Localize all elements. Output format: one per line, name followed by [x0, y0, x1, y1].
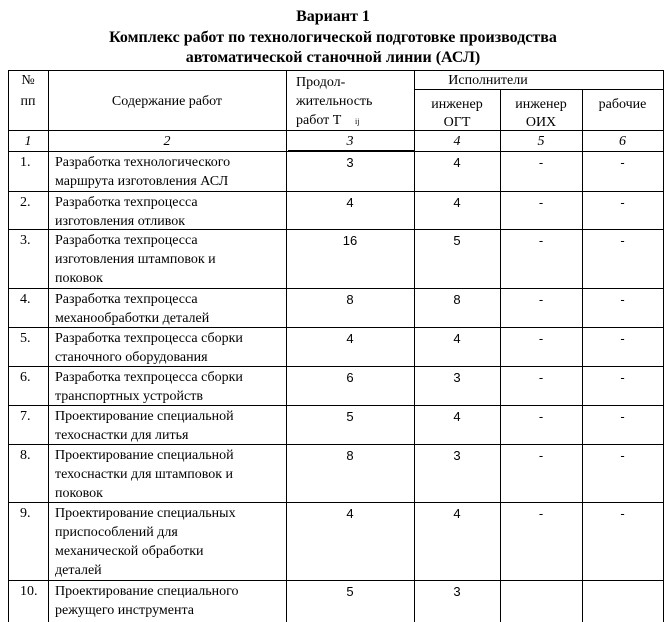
header-exec-ogt-1: инженер — [431, 97, 483, 112]
header-no-pp: пп — [20, 94, 36, 109]
header-no: № — [21, 73, 35, 88]
row-content-line: механической обработки — [55, 544, 204, 559]
row-exec-oih: - — [538, 409, 544, 424]
row-content-line: деталей — [55, 563, 102, 578]
row-rule — [8, 327, 664, 328]
row-number: 6. — [20, 370, 31, 385]
col-border — [48, 70, 49, 622]
row-duration: 8 — [346, 292, 354, 307]
row-content-line: изготовления отливок — [55, 214, 186, 229]
row-content-line: поковок — [55, 271, 103, 286]
col-border — [500, 89, 501, 622]
header-duration-2: жительность — [296, 94, 373, 109]
row-duration: 8 — [346, 448, 354, 463]
row-content-line: Разработка техпроцесса сборки — [55, 331, 243, 346]
header-exec-oih-2: ОИХ — [525, 115, 557, 130]
row-rule — [8, 191, 664, 192]
row-content-line: Разработка технологического — [55, 155, 231, 170]
title-line-1: Комплекс работ по технологической подготовке производства — [109, 29, 557, 46]
row-exec-workers: - — [620, 370, 625, 385]
row-content-line: поковок — [55, 486, 103, 501]
row-content-line: Проектирование специального — [55, 584, 239, 599]
row-exec-ogt: 3 — [453, 584, 461, 599]
row-content-line: маршрута изготовления АСЛ — [55, 174, 229, 189]
column-number: 6 — [619, 134, 626, 149]
row-exec-oih: - — [538, 331, 544, 346]
row-exec-oih: - — [538, 195, 544, 210]
row-exec-ogt: 4 — [453, 155, 461, 170]
row-exec-oih: - — [538, 233, 544, 248]
row-content-line: техоснастки для литья — [55, 428, 189, 443]
row-content-line: Разработка техпроцесса — [55, 195, 198, 210]
row-rule — [8, 366, 664, 367]
row-exec-ogt: 4 — [453, 409, 461, 424]
row-number: 1. — [20, 155, 31, 170]
row-content-line: приспособлений для — [55, 525, 178, 540]
column-number: 3 — [346, 134, 354, 149]
row-number: 2. — [20, 195, 31, 210]
row-duration: 3 — [346, 155, 354, 170]
row-exec-oih: - — [538, 292, 544, 307]
table-top-rule — [8, 70, 664, 71]
row-rule — [8, 229, 664, 230]
row-number: 10. — [20, 584, 38, 599]
table-right-border — [663, 70, 664, 622]
row-exec-workers: - — [620, 506, 625, 521]
row-duration: 4 — [346, 195, 354, 210]
row-content-line: Проектирование специальных — [55, 506, 236, 521]
header-executors: Исполнители — [448, 73, 528, 88]
header-duration-1: Продол- — [296, 75, 346, 90]
column-number: 2 — [163, 134, 171, 149]
row-duration: 4 — [346, 331, 354, 346]
row-exec-workers: - — [620, 409, 625, 424]
col-border — [286, 70, 287, 622]
row-exec-ogt: 4 — [453, 331, 461, 346]
row-exec-oih: - — [538, 506, 544, 521]
column-number: 1 — [24, 134, 32, 149]
row-content-line: Разработка техпроцесса — [55, 292, 198, 307]
row-content-line: механообработки деталей — [55, 311, 210, 326]
column-number: 4 — [453, 134, 461, 149]
row-number: 7. — [20, 409, 31, 424]
duration-thick-rule — [288, 150, 414, 152]
table-left-border — [8, 70, 9, 622]
row-exec-oih: - — [538, 448, 544, 463]
row-exec-workers: - — [620, 448, 625, 463]
row-number: 9. — [20, 506, 31, 521]
row-number: 4. — [20, 292, 31, 307]
row-exec-workers: - — [620, 155, 625, 170]
row-exec-ogt: 4 — [453, 506, 461, 521]
row-duration: 16 — [342, 233, 358, 248]
row-content-line: техоснастки для штамповок и — [55, 467, 234, 482]
header-exec-workers: рабочие — [598, 97, 647, 112]
header-duration-sub: ij — [355, 117, 360, 126]
column-number: 5 — [537, 134, 545, 149]
row-content-line: Проектирование специальной — [55, 448, 234, 463]
row-rule — [8, 444, 664, 445]
row-duration: 6 — [346, 370, 354, 385]
row-exec-workers: - — [620, 292, 625, 307]
header-exec-oih-1: инженер — [515, 97, 567, 112]
row-exec-ogt: 8 — [453, 292, 461, 307]
row-exec-workers: - — [620, 195, 625, 210]
row-rule — [8, 288, 664, 289]
row-duration: 5 — [346, 584, 354, 599]
row-duration: 4 — [346, 506, 354, 521]
row-rule — [8, 405, 664, 406]
header-bottom-rule — [8, 130, 664, 131]
row-exec-ogt: 4 — [453, 195, 461, 210]
title-line-2: автоматической станочной линии (АСЛ) — [185, 49, 481, 66]
row-exec-workers: - — [620, 331, 625, 346]
row-rule — [8, 502, 664, 503]
variant-heading: Вариант 1 — [296, 8, 370, 25]
header-content: Содержание работ — [111, 94, 223, 109]
row-number: 5. — [20, 331, 31, 346]
row-number: 8. — [20, 448, 31, 463]
row-content-line: станочного оборудования — [55, 350, 208, 365]
row-exec-workers: - — [620, 233, 625, 248]
row-exec-ogt: 3 — [453, 370, 461, 385]
row-rule — [8, 580, 664, 581]
executors-rule — [414, 89, 664, 90]
row-exec-ogt: 5 — [453, 233, 461, 248]
header-duration-3: работ Т — [296, 113, 342, 128]
row-content-line: транспортных устройств — [55, 389, 203, 404]
row-content-line: Разработка техпроцесса сборки — [55, 370, 243, 385]
row-content-line: Проектирование специальной — [55, 409, 234, 424]
col-border — [582, 89, 583, 622]
row-content-line: Разработка техпроцесса — [55, 233, 198, 248]
row-content-line: режущего инструмента — [55, 603, 194, 618]
header-exec-ogt-2: ОГТ — [443, 115, 471, 130]
row-exec-oih: - — [538, 155, 544, 170]
row-number: 3. — [20, 233, 31, 248]
row-content-line: изготовления штамповок и — [55, 252, 216, 267]
row-exec-ogt: 3 — [453, 448, 461, 463]
col-border — [414, 70, 415, 622]
row-duration: 5 — [346, 409, 354, 424]
row-exec-oih: - — [538, 370, 544, 385]
